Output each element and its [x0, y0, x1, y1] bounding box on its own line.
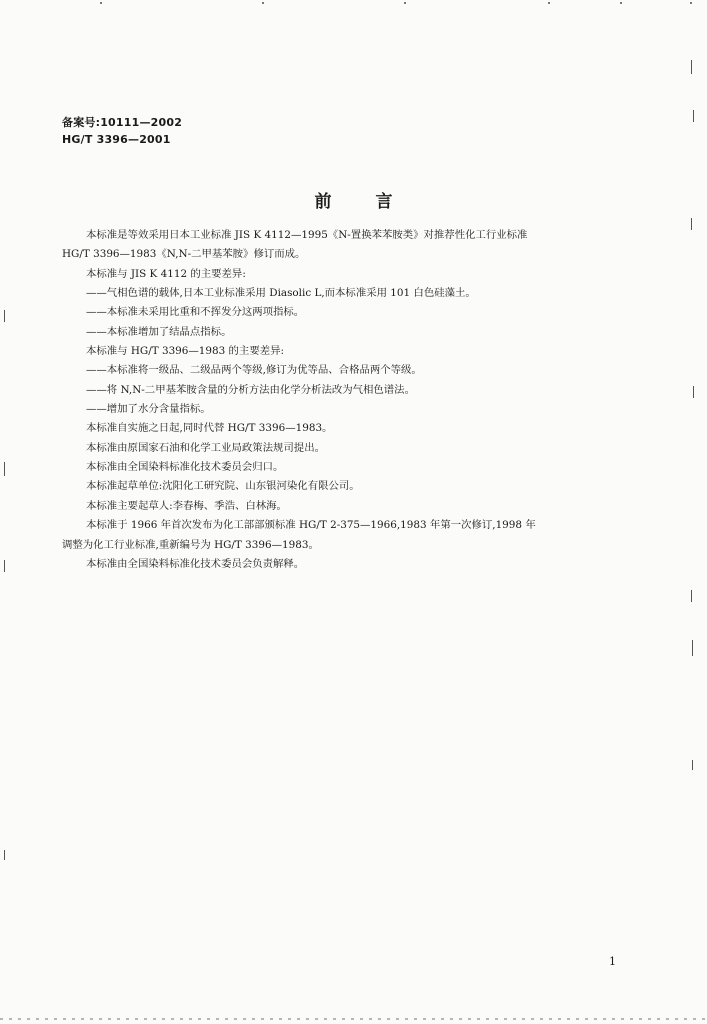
paragraph-line: 本标准自实施之日起,同时代替 HG/T 3396—1983。 — [86, 422, 333, 435]
paragraph-line: 本标准由原国家石油和化学工业局政策法规司提出。 — [86, 441, 325, 454]
list-item: ——本标准增加了结晶点指标。 — [86, 325, 232, 338]
paragraph-line: HG/T 3396—1983《N,N-二甲基苯胺》修订而成。 — [62, 248, 306, 261]
paragraph-line: 本标准与 JIS K 4112 的主要差异: — [86, 267, 246, 280]
paragraph-line: 本标准由全国染料标准化技术委员会负责解释。 — [86, 557, 305, 570]
scan-mark — [693, 110, 694, 122]
scan-mark — [4, 310, 5, 322]
paragraph-line: 本标准主要起草人:李春梅、季浩、白林海。 — [86, 499, 287, 512]
scan-mark — [691, 60, 692, 74]
list-item: ——气相色谱的载体,日本工业标准采用 Diasolic L,而本标准采用 101 白色硅藻土。 — [86, 287, 476, 300]
scan-mark — [4, 560, 5, 572]
scan-mark — [4, 462, 5, 476]
paragraph-line: 本标准起草单位:沈阳化工研究院、山东银河染化有限公司。 — [86, 480, 360, 493]
scan-mark — [693, 386, 694, 398]
scan-dot — [262, 2, 264, 4]
scan-dot — [548, 2, 550, 4]
filing-number: 备案号:10111—2002 — [62, 116, 183, 129]
paragraph-line: 本标准是等效采用日本工业标准 JIS K 4112—1995《N-置换苯苯胺类》对推荐性化工行业标准 — [86, 229, 528, 241]
scan-mark — [692, 760, 693, 770]
list-item: ——增加了水分含量指标。 — [86, 403, 211, 416]
scan-mark — [691, 218, 692, 230]
paragraph-line: 本标准于 1966 年首次发布为化工部部颁标准 HG/T 2-375—1966,1983 年第一次修订,1998 年 — [86, 519, 536, 532]
list-item: ——本标准将一级品、二级品两个等级,修订为优等品、合格品两个等级。 — [86, 364, 422, 377]
document-body — [62, 226, 632, 574]
list-item: ——本标准未采用比重和不挥发分这两项指标。 — [86, 306, 305, 319]
scan-dot — [690, 2, 692, 4]
scan-dot — [404, 2, 406, 4]
scan-edge — [0, 1018, 707, 1020]
page-title: 前言 — [314, 192, 437, 212]
list-item: ——将 N,N-二甲基苯胺含量的分析方法由化学分析法改为气相色谱法。 — [86, 383, 415, 396]
scan-mark — [4, 850, 5, 860]
paragraph-line: 本标准由全国染料标准化技术委员会归口。 — [86, 461, 284, 474]
scan-dot — [620, 2, 622, 4]
paragraph-line: 本标准与 HG/T 3396—1983 的主要差异: — [86, 345, 284, 358]
paragraph-line: 调整为化工行业标准,重新编号为 HG/T 3396—1983。 — [62, 538, 319, 551]
page-number: 1 — [609, 955, 616, 968]
scan-mark — [691, 590, 692, 602]
standard-number: HG/T 3396—2001 — [62, 133, 171, 146]
scan-dot — [100, 2, 102, 4]
scan-mark — [692, 640, 693, 656]
